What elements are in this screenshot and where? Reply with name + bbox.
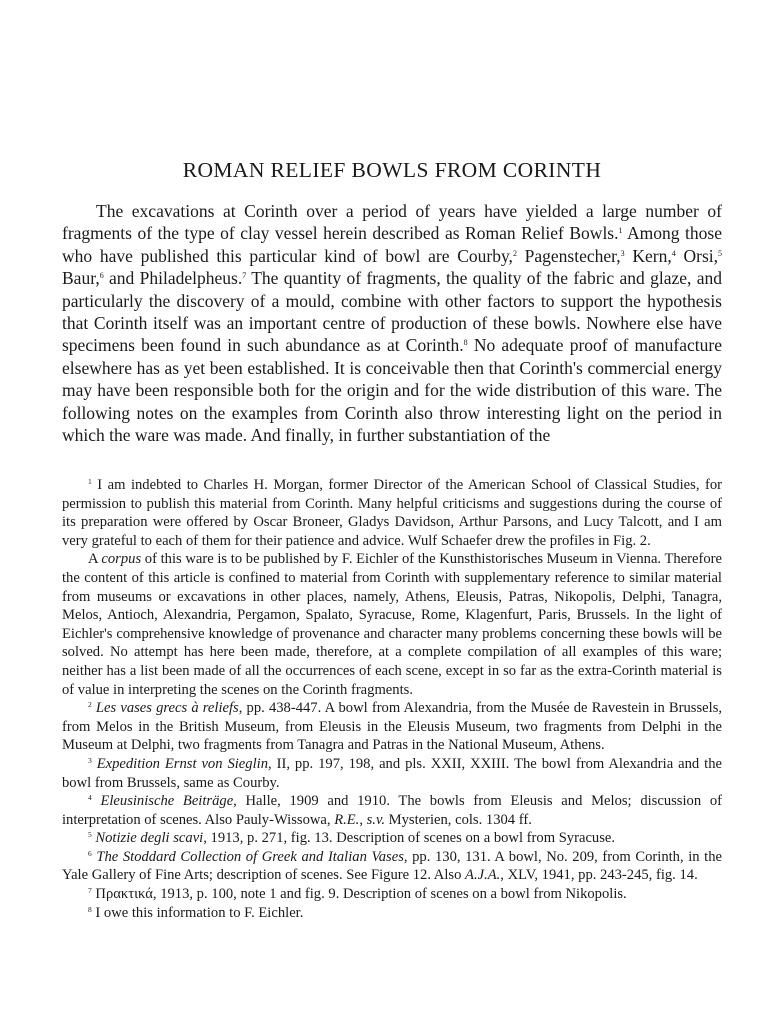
footnote-5 — [62, 829, 722, 848]
body-text: The excavations at Corinth over a period of years have yielded a large number of fragments of the type of clay vessel herein described as Roman Relief Bowls. — [62, 201, 722, 244]
footnote-text: , pp. 130, 131. A bowl, No. 209, from Corinth, in the Yale Gallery of Fine Arts; description of scenes. See Figure 12. Also — [62, 848, 722, 884]
footnote-text: , 1913, p. 271, fig. 13. Description of scenes on a bowl from Syracuse. — [203, 830, 616, 847]
footnote-italic: corpus — [101, 551, 142, 568]
footnote-number: 7 — [88, 886, 92, 896]
footnote-italic: The Stoddard Collection of Greek and Italian Vases — [96, 848, 404, 865]
footnote-8 — [62, 904, 722, 923]
body-text: The quantity of fragments, the quality of the fabric and glaze, and particularly the discovery of a mould, combine with other factors to support the hypothesis that Corinth itself was an important centre of production of these bowls. Nowhere else have specimens been found in such abundance as at Corinth. — [62, 268, 722, 356]
footnote-text: , Halle, 1909 and 1910. The bowls from Eleusis and Melos; discussion of interpretation of scenes. Also Pauly-Wissowa, — [62, 793, 722, 828]
body-text: Orsi, — [675, 245, 719, 266]
footnote-ref: 3 — [620, 248, 625, 258]
footnote-greek: Πρακτικά — [95, 886, 153, 903]
footnote-italic: Expedition Ernst von Sieglin — [96, 755, 268, 772]
footnote-number: 2 — [88, 700, 92, 710]
footnote-text: of this ware is to be published by F. Eichler of the Kunsthistorisches Museum in Vienna. Therefore the content of this article is confined to material from Corinth with supplementary reference to similar material from museums or excavations in other places, namely, Athens, Eleusis, Patras, Nikopolis, Delphi, Tanagra, Melos, Antioch, Alexandria, Pergamon, Spalato, Syracuse, Rome, Klagenfurt, Paris, Brussels. In the light of Eichler's comprehensive knowledge of provenance and character many problems concerning these bowls will be solved. No attempt has here been made, therefore, at a complete compilation of all examples of this ware; neither has a list been made of all the occurrences of each scene, except in so far as the extra-Corinth material is of value in interpreting the scenes on the Corinth fragments. — [62, 551, 722, 698]
footnote-6 — [62, 848, 722, 885]
footnote-italic: A.J.A. — [465, 867, 501, 884]
footnote-number: 3 — [88, 755, 92, 765]
body-paragraph — [62, 200, 722, 446]
footnotes — [62, 476, 722, 922]
footnote-italic: R.E., s.v. — [334, 811, 385, 828]
footnote-text: , XLV, 1941, pp. 243-245, fig. 14. — [500, 867, 698, 884]
footnote-ref: 7 — [242, 271, 247, 281]
article-title: ROMAN RELIEF BOWLS FROM CORINTH — [182, 158, 602, 182]
body-text: No adequate proof of manufacture elsewhere has as yet been established. It is conceivable then that Corinth's commercial energy may have been responsible both for the origin and for the wide distribution of this ware. The following notes on the examples from Corinth also throw interesting light on the period in which the ware was made. And finally, in further substantiation of the — [62, 335, 722, 446]
footnote-text: Mysterien, cols. 1304 ff. — [384, 811, 532, 828]
footnote-italic: Les vases grecs à reliefs — [95, 700, 239, 717]
footnote-ref: 2 — [512, 248, 517, 258]
footnote-number: 5 — [88, 830, 92, 840]
footnote-2 — [62, 699, 722, 755]
footnote-text: I am indebted to Charles H. Morgan, former Director of the American School of Classical Studies, for permission to publish this material from Corinth. Many helpful criticisms and suggestions during the course of its preparation were offered by Oscar Broneer, Gladys Davidson, Arthur Parsons, and Lucy Talcott, and I am very grateful to each of them for their patience and advice. Wulf Schaefer drew the profiles in Fig. 2. — [62, 477, 722, 549]
footnote-3 — [62, 755, 722, 792]
body-text: Baur, — [62, 268, 100, 289]
footnote-italic: Notizie degli scavi — [95, 830, 204, 847]
footnote-text: A — [88, 551, 102, 568]
footnote-4 — [62, 792, 722, 829]
footnote-text: I owe this information to F. Eichler. — [91, 904, 304, 921]
footnote-text: , pp. 438-447. A bowl from Alexandria, from the Musée de Ravestein in Brussels, from Melos in the British Museum, from Eleusis in the Eleusis Museum, two fragments from Delphi in the Museum at Delphi, two fragments from Tanagra and Patras in the National Museum, Athens. — [62, 700, 723, 754]
footnote-ref: 4 — [671, 248, 676, 258]
body-text: Pagenstecher, — [516, 245, 621, 266]
body-text: Among those who have published this particular kind of bowl are Courby, — [62, 223, 723, 266]
footnote-number: 1 — [88, 477, 92, 486]
footnote-1 — [62, 476, 722, 550]
footnote-number: 6 — [88, 848, 92, 858]
footnote-ref: 6 — [99, 271, 104, 281]
footnote-number: 4 — [88, 793, 92, 803]
footnote-7 — [62, 885, 722, 904]
footnote-ref: 1 — [618, 226, 623, 236]
body-text: Kern, — [624, 245, 672, 266]
footnote-ref: 8 — [463, 338, 468, 348]
footnote-1-continued — [62, 550, 722, 699]
footnote-number: 8 — [88, 904, 92, 914]
body-text: and Philadelpheus. — [103, 268, 243, 289]
footnote-ref: 5 — [718, 248, 723, 258]
footnote-text: , 1913, p. 100, note 1 and fig. 9. Description of scenes on a bowl from Nikopolis. — [152, 886, 627, 903]
footnote-italic: Eleusinische Beiträge — [100, 793, 234, 810]
footnote-text: , II, pp. 197, 198, and pls. XXII, XXIII. The bowl from Alexandria and the bowl from Brussels, same as Courby. — [62, 755, 722, 791]
